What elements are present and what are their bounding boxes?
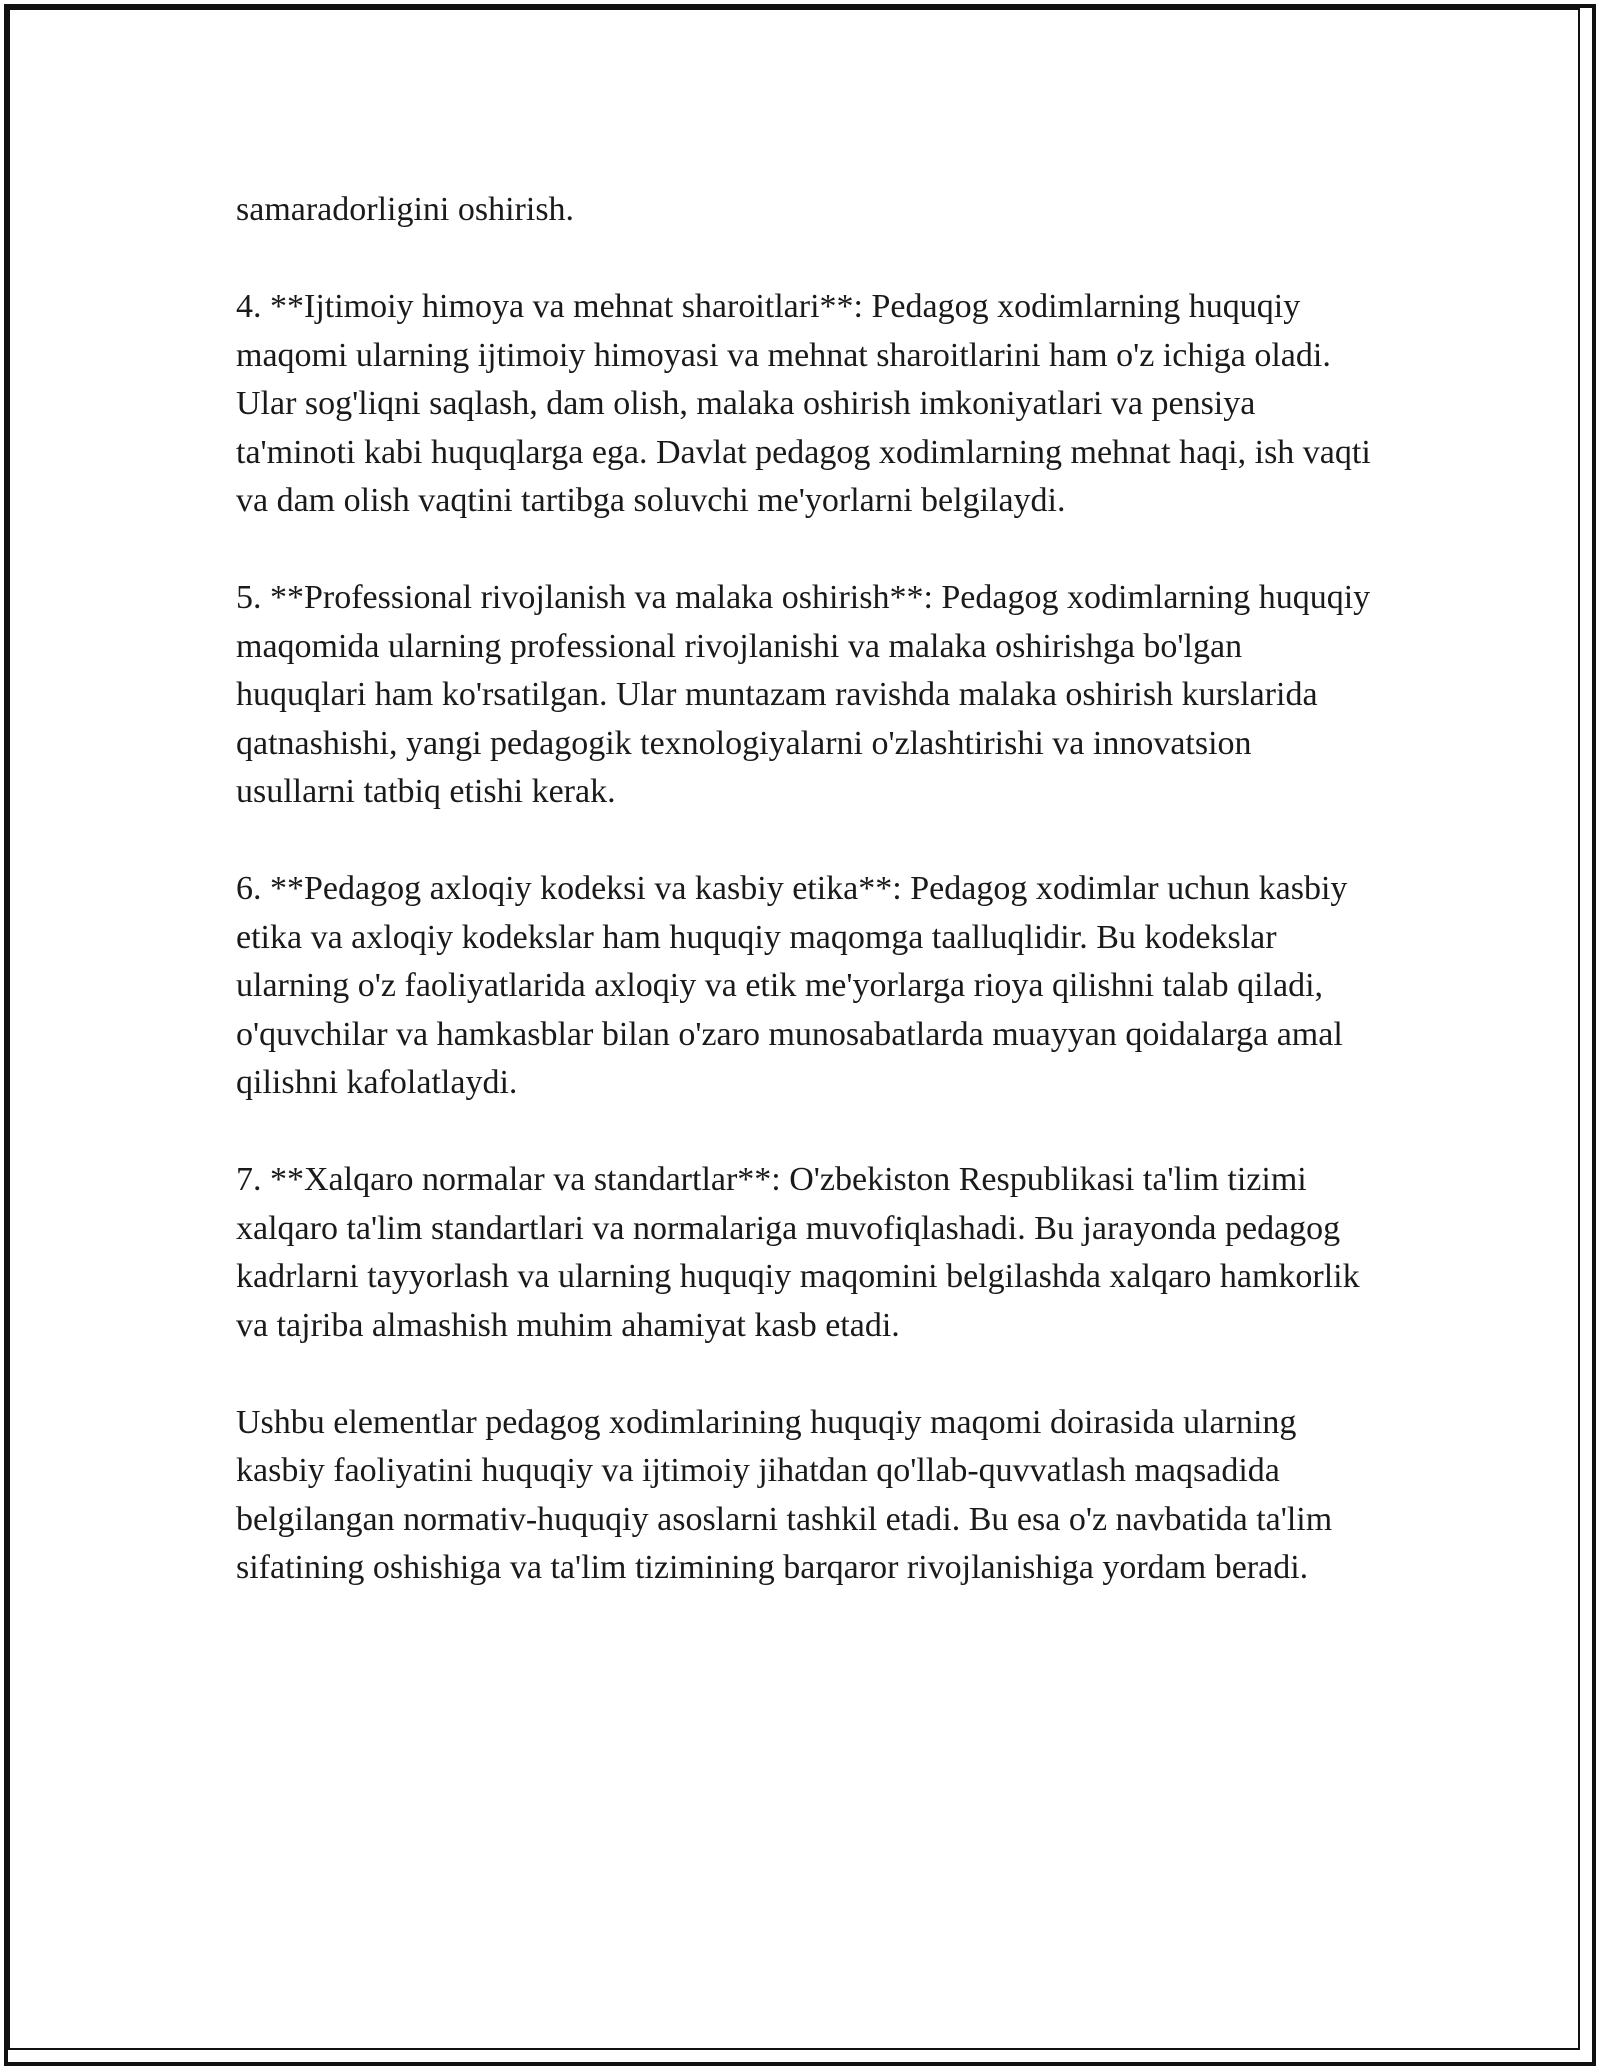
paragraph-conclusion: Ushbu elementlar pedagog xodimlarining huquqiy maqomi doirasida ularning kasbiy faoliyatini huquqiy va ijtimoiy jihatdan qo'llab-quvvatlash maqsadida belgilangan normativ-huquqiy asoslarni tashkil etadi. Bu esa o'z navbatida ta'lim sifatining oshishiga va ta'lim tizimining barqaror rivojlanishiga yordam beradi. (236, 1403, 1333, 1586)
paragraph-item-4: 4. **Ijtimoiy himoya va mehnat sharoitlari**: Pedagog xodimlarning huquqiy maqomi ularning ijtimoiy himoyasi va mehnat sharoitlarini ham o'z ichiga oladi. Ular sog'liqni saqlash, dam olish, malaka oshirish imkoniyatlari va pensiya ta'minoti kabi huquqlarga ega. Davlat pedagog xodimlarning mehnat haqi, ish vaqti va dam olish vaqtini tartibga soluvchi me'yorlarni belgilaydi. (236, 288, 1371, 519)
document-body (236, 186, 1376, 1641)
paragraph-continuation: samaradorligini oshirish. (236, 191, 575, 228)
paragraph-item-7: 7. **Xalqaro normalar va standartlar**: O'zbekiston Respublikasi ta'lim tizimi xalqaro ta'lim standartlari va normalariga muvofiqlashadi. Bu jarayonda pedagog kadrlarni tayyorlash va ularning huquqiy maqomini belgilashda xalqaro hamkorlik va tajriba almashish muhim ahamiyat kasb etadi. (236, 1161, 1360, 1344)
paragraph-item-6: 6. **Pedagog axloqiy kodeksi va kasbiy etika**: Pedagog xodimlar uchun kasbiy etika va axloqiy kodekslar ham huquqiy maqomga taalluqlidir. Bu kodekslar ularning o'z faoliyatlarida axloqiy va etik me'yorlarga rioya qilishni talab qiladi, o'quvchilar va hamkasblar bilan o'zaro munosabatlarda muayyan qoidalarga amal qilishni kafolatlaydi. (236, 870, 1348, 1101)
paragraph-item-5: 5. **Professional rivojlanish va malaka oshirish**: Pedagog xodimlarning huquqiy maqomida ularning professional rivojlanishi va malaka oshirishga bo'lgan huquqlari ham ko'rsatilgan. Ular muntazam ravishda malaka oshirish kurslarida qatnashishi, yangi pedagogik texnologiyalarni o'zlashtirishi va innovatsion usullarni tatbiq etishi kerak. (236, 579, 1371, 810)
